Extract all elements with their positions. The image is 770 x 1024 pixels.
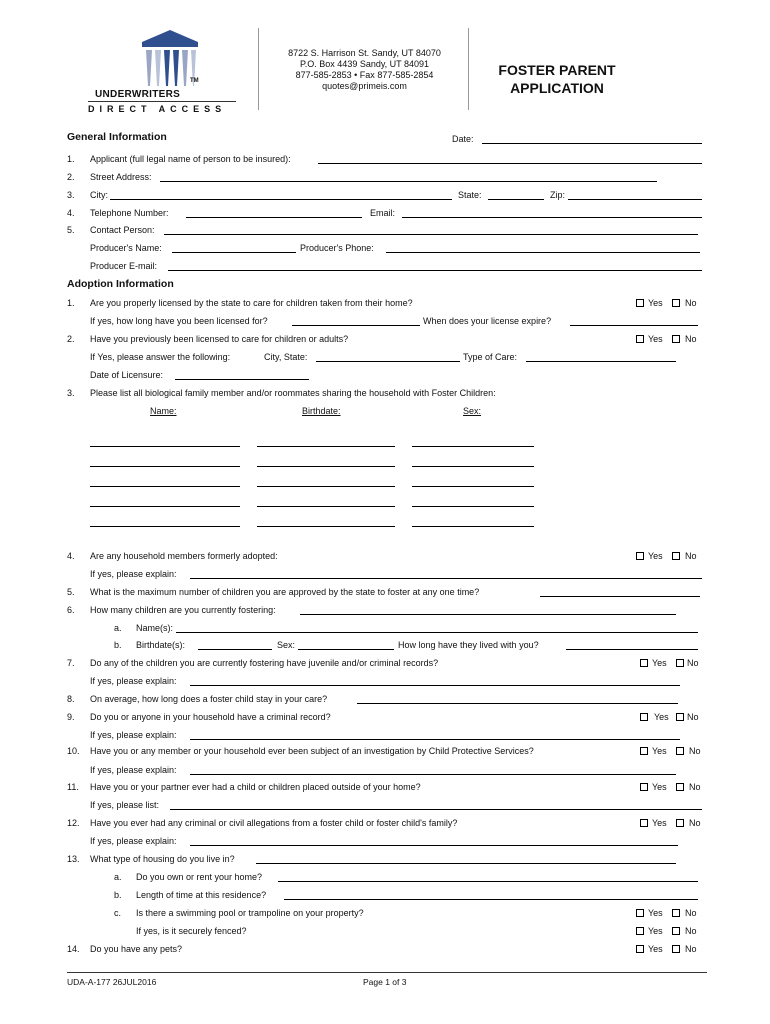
q2-licensure-date-label: Date of Licensure: — [90, 370, 164, 380]
q1-licensed-duration-label: If yes, how long have you been licensed for? — [90, 316, 268, 326]
logo-tm: TM — [190, 78, 199, 84]
q4-explain-label: If yes, please explain: — [90, 569, 177, 579]
producer-name-field[interactable] — [172, 252, 296, 253]
q3-name-field[interactable] — [90, 506, 240, 507]
q3-birthdate-field[interactable] — [257, 446, 395, 447]
q10-yes-checkbox[interactable] — [640, 747, 648, 755]
q3-sex-field[interactable] — [412, 466, 534, 467]
city-label: City: — [90, 190, 108, 200]
state-field[interactable] — [488, 199, 544, 200]
q1-licensed-duration-field[interactable] — [292, 325, 420, 326]
q13c-pool-label: Is there a swimming pool or trampoline on your property? — [136, 908, 364, 918]
city-field[interactable] — [110, 199, 452, 200]
q3-household-label: Please list all biological family member and/or roommates sharing the household with Foster Children: — [90, 388, 496, 398]
q13c-fenced-no-checkbox[interactable] — [672, 927, 680, 935]
q12-explain-label: If yes, please explain: — [90, 836, 177, 846]
q7-yes-checkbox[interactable] — [640, 659, 648, 667]
q13b-length-field[interactable] — [284, 899, 698, 900]
applicant-name-field[interactable] — [318, 163, 702, 164]
section-heading-adoption: Adoption Information — [67, 278, 174, 290]
q3-sex-field[interactable] — [412, 486, 534, 487]
q6-fostering-label: How many children are you currently fostering: — [90, 605, 276, 615]
q3-sex-field[interactable] — [412, 506, 534, 507]
q11-placed-label: Have you or your partner ever had a child or children placed outside of your home? — [90, 782, 421, 792]
q12-allegations-label: Have you ever had any criminal or civil allegations from a foster child or foster child's family? — [90, 818, 458, 828]
q2-type-care-label: Type of Care: — [463, 352, 518, 362]
q3-col-birthdate: Birthdate: — [302, 406, 341, 416]
q1-licensed-label: Are you properly licensed by the state to care for children taken from their home? — [90, 298, 413, 308]
q13-housing-field[interactable] — [256, 863, 676, 864]
q13c-yes-checkbox[interactable] — [636, 909, 644, 917]
q3-birthdate-field[interactable] — [257, 486, 395, 487]
q3-col-sex: Sex: — [463, 406, 482, 416]
q13b-length-label: Length of time at this residence? — [136, 890, 267, 900]
q9-no-checkbox[interactable] — [676, 713, 684, 721]
q9-explain-label: If yes, please explain: — [90, 730, 177, 740]
page-number: Page 1 of 3 — [363, 977, 407, 987]
telephone-label: Telephone Number: — [90, 208, 169, 218]
q13c-no-checkbox[interactable] — [672, 909, 680, 917]
q1-no-checkbox[interactable] — [672, 299, 680, 307]
date-label: Date: — [452, 134, 474, 144]
contact-person-field[interactable] — [164, 234, 698, 235]
email-label: Email: — [370, 208, 396, 218]
q10-no-checkbox[interactable] — [676, 747, 684, 755]
q12-yes-checkbox[interactable] — [640, 819, 648, 827]
producer-email-field[interactable] — [168, 270, 702, 271]
q13a-own-rent-field[interactable] — [278, 881, 698, 882]
q13c-fenced-yes-checkbox[interactable] — [636, 927, 644, 935]
q7-records-label: Do any of the children you are currently fostering have juvenile and/or criminal records? — [90, 658, 439, 668]
producer-name-label: Producer's Name: — [90, 243, 162, 253]
q9-criminal-label: Do you or anyone in your household have a criminal record? — [90, 712, 331, 722]
q3-name-field[interactable] — [90, 466, 240, 467]
q11-list-label: If yes, please list: — [90, 800, 160, 810]
q2-no-checkbox[interactable] — [672, 335, 680, 343]
applicant-name-label: Applicant (full legal name of person to be insured): — [90, 154, 291, 164]
q2-city-state-label: City, State: — [264, 352, 308, 362]
q11-list-field[interactable] — [170, 809, 702, 810]
q14-pets-label: Do you have any pets? — [90, 944, 183, 954]
q6b-birthdates-label: Birthdate(s): — [136, 640, 186, 650]
producer-email-label: Producer E-mail: — [90, 261, 158, 271]
q2-licensure-date-field[interactable] — [175, 379, 309, 380]
q6-fostering-field[interactable] — [300, 614, 676, 615]
q2-yes-checkbox[interactable] — [636, 335, 644, 343]
address-line: 8722 S. Harrison St. Sandy, UT 84070 — [288, 48, 441, 58]
q8-stay-label: On average, how long does a foster child stay in your care? — [90, 694, 328, 704]
q1-license-expire-field[interactable] — [570, 325, 698, 326]
q11-no-checkbox[interactable] — [676, 783, 684, 791]
telephone-field[interactable] — [186, 217, 362, 218]
q4-no-checkbox[interactable] — [672, 552, 680, 560]
q3-name-field[interactable] — [90, 526, 240, 527]
street-address-field[interactable] — [160, 181, 657, 182]
contact-person-label: Contact Person: — [90, 225, 155, 235]
q12-explain-field[interactable] — [190, 845, 678, 846]
q11-yes-checkbox[interactable] — [640, 783, 648, 791]
q6b-birthdates-field[interactable] — [198, 649, 272, 650]
q7-explain-field[interactable] — [190, 685, 680, 686]
q12-no-checkbox[interactable] — [676, 819, 684, 827]
q3-birthdate-field[interactable] — [257, 506, 395, 507]
q3-name-field[interactable] — [90, 446, 240, 447]
q6b-duration-field[interactable] — [566, 649, 698, 650]
q5-max-children-label: What is the maximum number of children you are approved by the state to foster at any one time? — [90, 587, 480, 597]
q1-license-expire-label: When does your license expire? — [423, 316, 552, 326]
q3-birthdate-field[interactable] — [257, 466, 395, 467]
email-line: quotes@primeis.com — [322, 81, 407, 91]
zip-label: Zip: — [550, 190, 566, 200]
q5-max-children-field[interactable] — [540, 596, 700, 597]
form-title: FOSTER PARENT APPLICATION — [498, 62, 616, 96]
q6b-sex-field[interactable] — [298, 649, 394, 650]
q10-explain-field[interactable] — [190, 774, 676, 775]
q6b-sex-label: Sex: — [277, 640, 296, 650]
q10-cps-label: Have you or any member or your household ever been subject of an investigation by Child Protective Services? — [90, 746, 534, 756]
zip-field[interactable] — [568, 199, 702, 200]
q4-adopted-label: Are any household members formerly adopted: — [90, 551, 278, 561]
q3-col-name: Name: — [150, 406, 177, 416]
q2-city-state-field[interactable] — [316, 361, 460, 362]
q9-explain-field[interactable] — [190, 739, 680, 740]
address-line: P.O. Box 4439 Sandy, UT 84091 — [299, 59, 430, 69]
company-address — [262, 48, 467, 92]
form-code: UDA-A-177 26JUL2016 — [67, 977, 157, 987]
q3-birthdate-field[interactable] — [257, 526, 395, 527]
q2-type-care-field[interactable] — [526, 361, 676, 362]
q13-housing-label: What type of housing do you live in? — [90, 854, 235, 864]
street-address-label: Street Address: — [90, 172, 152, 182]
q13c-fenced-label: If yes, is it securely fenced? — [136, 926, 247, 936]
q4-yes-checkbox[interactable] — [636, 552, 644, 560]
q8-stay-field[interactable] — [357, 703, 678, 704]
q14-yes-checkbox[interactable] — [636, 945, 644, 953]
q6a-names-label: Name(s): — [136, 623, 174, 633]
q9-yes-checkbox[interactable] — [640, 713, 648, 721]
producer-phone-label: Producer's Phone: — [300, 243, 374, 253]
q3-name-field[interactable] — [90, 486, 240, 487]
q1-yes-checkbox[interactable] — [636, 299, 644, 307]
q7-no-checkbox[interactable] — [676, 659, 684, 667]
section-heading-general: General Information — [67, 131, 167, 143]
email-field[interactable] — [402, 217, 702, 218]
date-field[interactable] — [482, 143, 702, 144]
q2-previous-license-label: Have you previously been licensed to care for children or adults? — [90, 334, 349, 344]
q4-explain-field[interactable] — [190, 578, 702, 579]
footer-rule — [67, 972, 707, 973]
state-label: State: — [458, 190, 482, 200]
logo-subtitle: DIRECT ACCESS — [88, 104, 227, 114]
q10-explain-label: If yes, please explain: — [90, 765, 177, 775]
q3-sex-field[interactable] — [412, 446, 534, 447]
q7-explain-label: If yes, please explain: — [90, 676, 177, 686]
producer-phone-field[interactable] — [386, 252, 700, 253]
logo-brand: UNDERWRITERS — [95, 89, 181, 100]
phone-fax-line: 877-585-2853 • Fax 877-585-2854 — [295, 70, 434, 80]
q14-no-checkbox[interactable] — [672, 945, 680, 953]
q13a-own-rent-label: Do you own or rent your home? — [136, 872, 263, 882]
q6a-names-field[interactable] — [176, 632, 698, 633]
q6b-duration-label: How long have they lived with you? — [398, 640, 539, 650]
q3-sex-field[interactable] — [412, 526, 534, 527]
